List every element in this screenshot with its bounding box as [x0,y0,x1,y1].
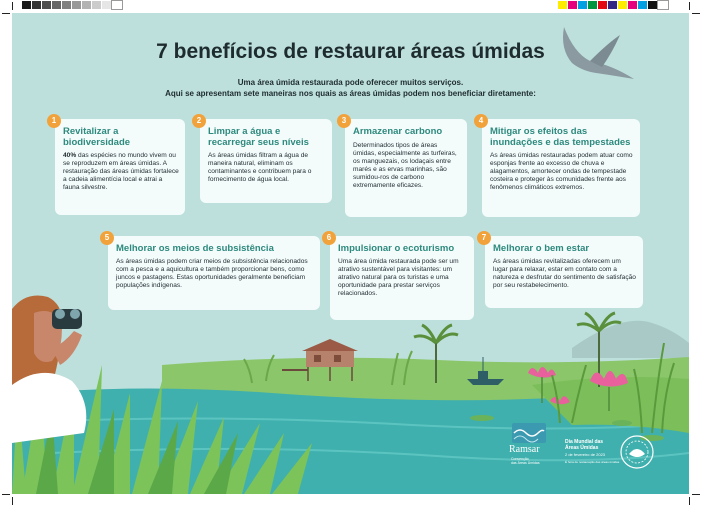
printer-color-bar [558,1,668,9]
benefit-card-6 [330,236,474,320]
ramsar-sub-1: Convenção [511,457,529,461]
ramsar-name: Ramsar [509,444,540,455]
benefit-title: Melhorar o bem estar [493,243,590,254]
crop-mark [12,2,13,10]
page-subtitle: Uma área úmida restaurada pode oferecer muitos serviços. [237,78,464,87]
benefit-card-5 [108,236,320,310]
badge-4: 4 [474,114,488,128]
benefit-card-2 [200,119,332,203]
benefit-text: As áreas úmidas revitalizadas oferecem um lugar para relaxar, estar em contato com a natureza e desfrutar do sentimento de satisfação por seu restabelecimento. [493,258,636,290]
benefit-text-body: das espécies no mundo vivem ou se reproduzem em áreas úmidas. A restauração das áreas úmidas fortalece a cadeia alimentícia local e atrai a fauna silvestre. [63,152,179,192]
benefit-title: Melhorar os meios de subsistência [116,243,274,254]
benefit-text: As áreas úmidas podem criar meios de subsistência relacionados com a pesca e a aquicultura e também proporcionar bens, como juncos e pastagens. Estas oportunidades geralmente beneficiam populações indígenas. [116,258,308,290]
badge-6: 6 [322,231,336,245]
benefit-text [63,152,179,192]
benefit-text: As áreas úmidas filtram a água de maneira natural, eliminam os contaminantes e contribuem para o fornecimento de água local. [208,152,312,184]
poster [12,13,689,494]
badge-1: 1 [47,114,61,128]
benefit-text: As áreas úmidas restauradas podem atuar como esponjas frente ao excesso de chuva e alagamentos, amortecer ondas de tempestade costeira e proteger às comunidades frente aos fenômenos climáticos extremos. [490,152,633,192]
crop-mark [2,13,10,14]
ramsar-sub-2: das Áreas Úmidas [511,461,540,465]
page-subtitle-2: Aqui se apresentam sete maneiras nos quais as áreas úmidas podem nos beneficiar diretamente: [165,89,536,98]
crop-mark [2,494,10,495]
page-title: 7 benefícios de restaurar áreas úmidas [156,40,545,63]
benefit-title: Revitalizar a biodiversidade [63,126,131,148]
woman-with-binoculars-icon [12,296,86,444]
crop-mark [689,497,690,505]
benefit-text: Determinados tipos de áreas úmidas, especialmente as turfeiras, os manguezais, os lodaçais entre marés e as ervas marinhas, são sumidou-ros de carbono extremamente eficazes. [353,142,457,190]
benefit-text: Uma área úmida restaurada pode ser um atrativo sustentável para visitantes: um atrativo natural para os turistas e uma oportunidade para prestar serviços relacionados. [338,258,459,298]
badge-2: 2 [192,114,206,128]
benefit-card-3 [345,119,467,217]
crop-mark [689,2,690,10]
crop-mark [12,497,13,505]
benefit-card-4 [482,119,640,217]
benefit-card-1 [55,119,185,215]
benefit-title: Impulsionar o ecoturismo [338,243,455,254]
printer-grayscale-bar [22,1,122,9]
wwd-title-2: Áreas Úmidas [565,445,599,451]
crop-mark [692,13,700,14]
benefit-card-7 [485,236,643,308]
ramsar-logo-icon [512,423,546,443]
wwd-date: 2 de fevereiro de 2023 [565,452,606,457]
benefit-title: Mitigar os efeitos das inundações e das tempestades [490,126,631,148]
badge-5: 5 [100,231,114,245]
benefit-title: Limpar a água e recarregar seus níveis [208,126,309,148]
benefit-title: Armazenar carbono [353,126,443,137]
wwd-title-1: Dia Mundial das [565,439,604,445]
wwd-tagline: É hora de restauração das áreas úmidas [565,460,620,464]
crop-mark [692,494,700,495]
badge-7: 7 [477,231,491,245]
benefit-stat: 40% [63,152,77,159]
badge-3: 3 [337,114,351,128]
